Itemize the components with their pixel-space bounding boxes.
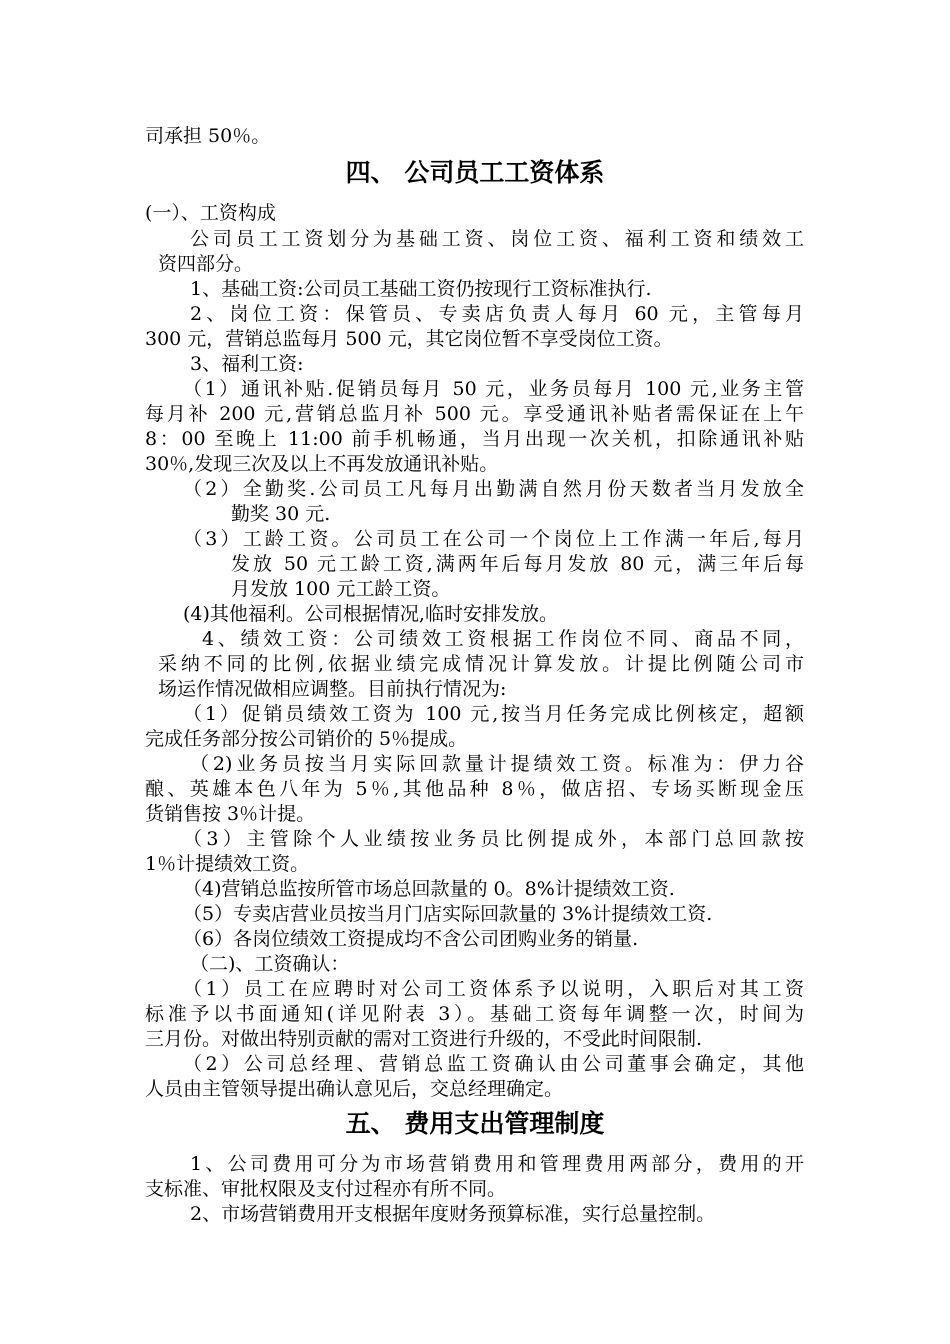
paragraph-line: 每月补 200 元,营销总监月补 500 元。享受通讯补贴者需保证在上午 <box>145 403 804 425</box>
paragraph-line: （3）工龄工资。公司员工在公司一个岗位上工作满一年后,每月 <box>183 528 804 550</box>
paragraph-line: 300 元，营销总监每月 500 元，其它岗位暂不享受岗位工资。 <box>145 328 673 350</box>
paragraph-line: 8：00 至晚上 11:00 前手机畅通，当月出现一次关机，扣除通讯补贴 <box>145 428 804 450</box>
paragraph-line: 公司员工工资划分为基础工资、岗位工资、福利工资和绩效工 <box>190 228 804 250</box>
paragraph-line: （2）公司总经理、营销总监工资确认由公司董事会确定，其他 <box>183 1053 804 1075</box>
paragraph-line: 酿、英雄本色八年为 5％,其他品种 8％，做店招、专场买断现金压 <box>145 778 804 800</box>
paragraph-line: 4、绩效工资：公司绩效工资根据工作岗位不同、商品不同， <box>202 628 804 650</box>
paragraph-line: 1、基础工资:公司员工基础工资仍按现行工资标准执行. <box>190 278 652 300</box>
paragraph-line: （6）各岗位绩效工资提成均不含公司团购业务的销量. <box>183 928 639 950</box>
paragraph-line: 勤奖 30 元. <box>231 503 331 525</box>
paragraph-line: (4)其他福利。公司根据情况,临时安排发放。 <box>183 603 558 625</box>
paragraph-line: 1％计提绩效工资。 <box>145 853 310 875</box>
intro-line: 司承担 50％。 <box>145 125 271 147</box>
paragraph-line: （3）主管除个人业绩按业务员比例提成外，本部门总回款按 <box>183 828 804 850</box>
paragraph-line: 3、福利工资: <box>190 353 304 375</box>
paragraph-line: 完成任务部分按公司销价的 5％提成。 <box>145 728 468 750</box>
paragraph-line: （5）专卖店营业员按当月门店实际回款量的 3%计提绩效工资. <box>183 903 713 925</box>
paragraph-line: 1、公司费用可分为市场营销费用和管理费用两部分，费用的开 <box>190 1153 804 1175</box>
paragraph-line: （1）促销员绩效工资为 100 元,按当月任务完成比例核定，超额 <box>183 703 804 725</box>
paragraph-line: 2、岗位工资：保管员、专卖店负责人每月 60 元，主管每月 <box>190 303 804 325</box>
section-4-heading: 四、 公司员工工资体系 <box>345 158 605 187</box>
paragraph-line: （1）通讯补贴.促销员每月 50 元，业务员每月 100 元,业务主管 <box>183 378 804 400</box>
paragraph-line: 货销售按 3％计提。 <box>145 803 316 825</box>
subsection-1-title: (一）、工资构成 <box>145 202 276 224</box>
paragraph-line: 场运作情况做相应调整。目前执行情况为: <box>158 678 507 700</box>
paragraph-line: （2)业务员按当月实际回款量计提绩效工资。标准为：伊力谷 <box>190 753 804 775</box>
paragraph-line: 三月份。对做出特别贡献的需对工资进行升级的，不受此时间限制. <box>145 1028 703 1050</box>
paragraph-line: 采纳不同的比例,依据业绩完成情况计算发放。计提比例随公司市 <box>158 653 804 675</box>
section-5-heading: 五、 费用支出管理制度 <box>345 1109 605 1138</box>
paragraph-line: 支标准、审批权限及支付过程亦有所不同。 <box>145 1178 507 1200</box>
paragraph-line: 发放 50 元工龄工资,满两年后每月发放 80 元，满三年后每 <box>231 553 804 575</box>
paragraph-line: 月发放 100 元工龄工资。 <box>231 578 451 600</box>
paragraph-line: （2）全勤奖.公司员工凡每月出勤满自然月份天数者当月发放全 <box>183 478 804 500</box>
paragraph-line: 2、市场营销费用开支根据年度财务预算标准，实行总量控制。 <box>190 1203 716 1225</box>
paragraph-line: 30％,发现三次及以上不再发放通讯补贴。 <box>145 453 499 475</box>
paragraph-line: 资四部分。 <box>158 253 254 275</box>
paragraph-line: （4)营销总监按所管市场总回款量的 0。8%计提绩效工资. <box>183 878 675 900</box>
paragraph-line: （1）员工在应聘时对公司工资体系予以说明，入职后对其工资 <box>183 978 804 1000</box>
paragraph-line: 人员由主管领导提出确认意见后，交总经理确定。 <box>145 1078 564 1100</box>
subsection-2-title: （二)、工资确认： <box>190 953 350 975</box>
paragraph-line: 标准予以书面通知(详见附表 3）。基础工资每年调整一次，时间为 <box>145 1003 804 1025</box>
